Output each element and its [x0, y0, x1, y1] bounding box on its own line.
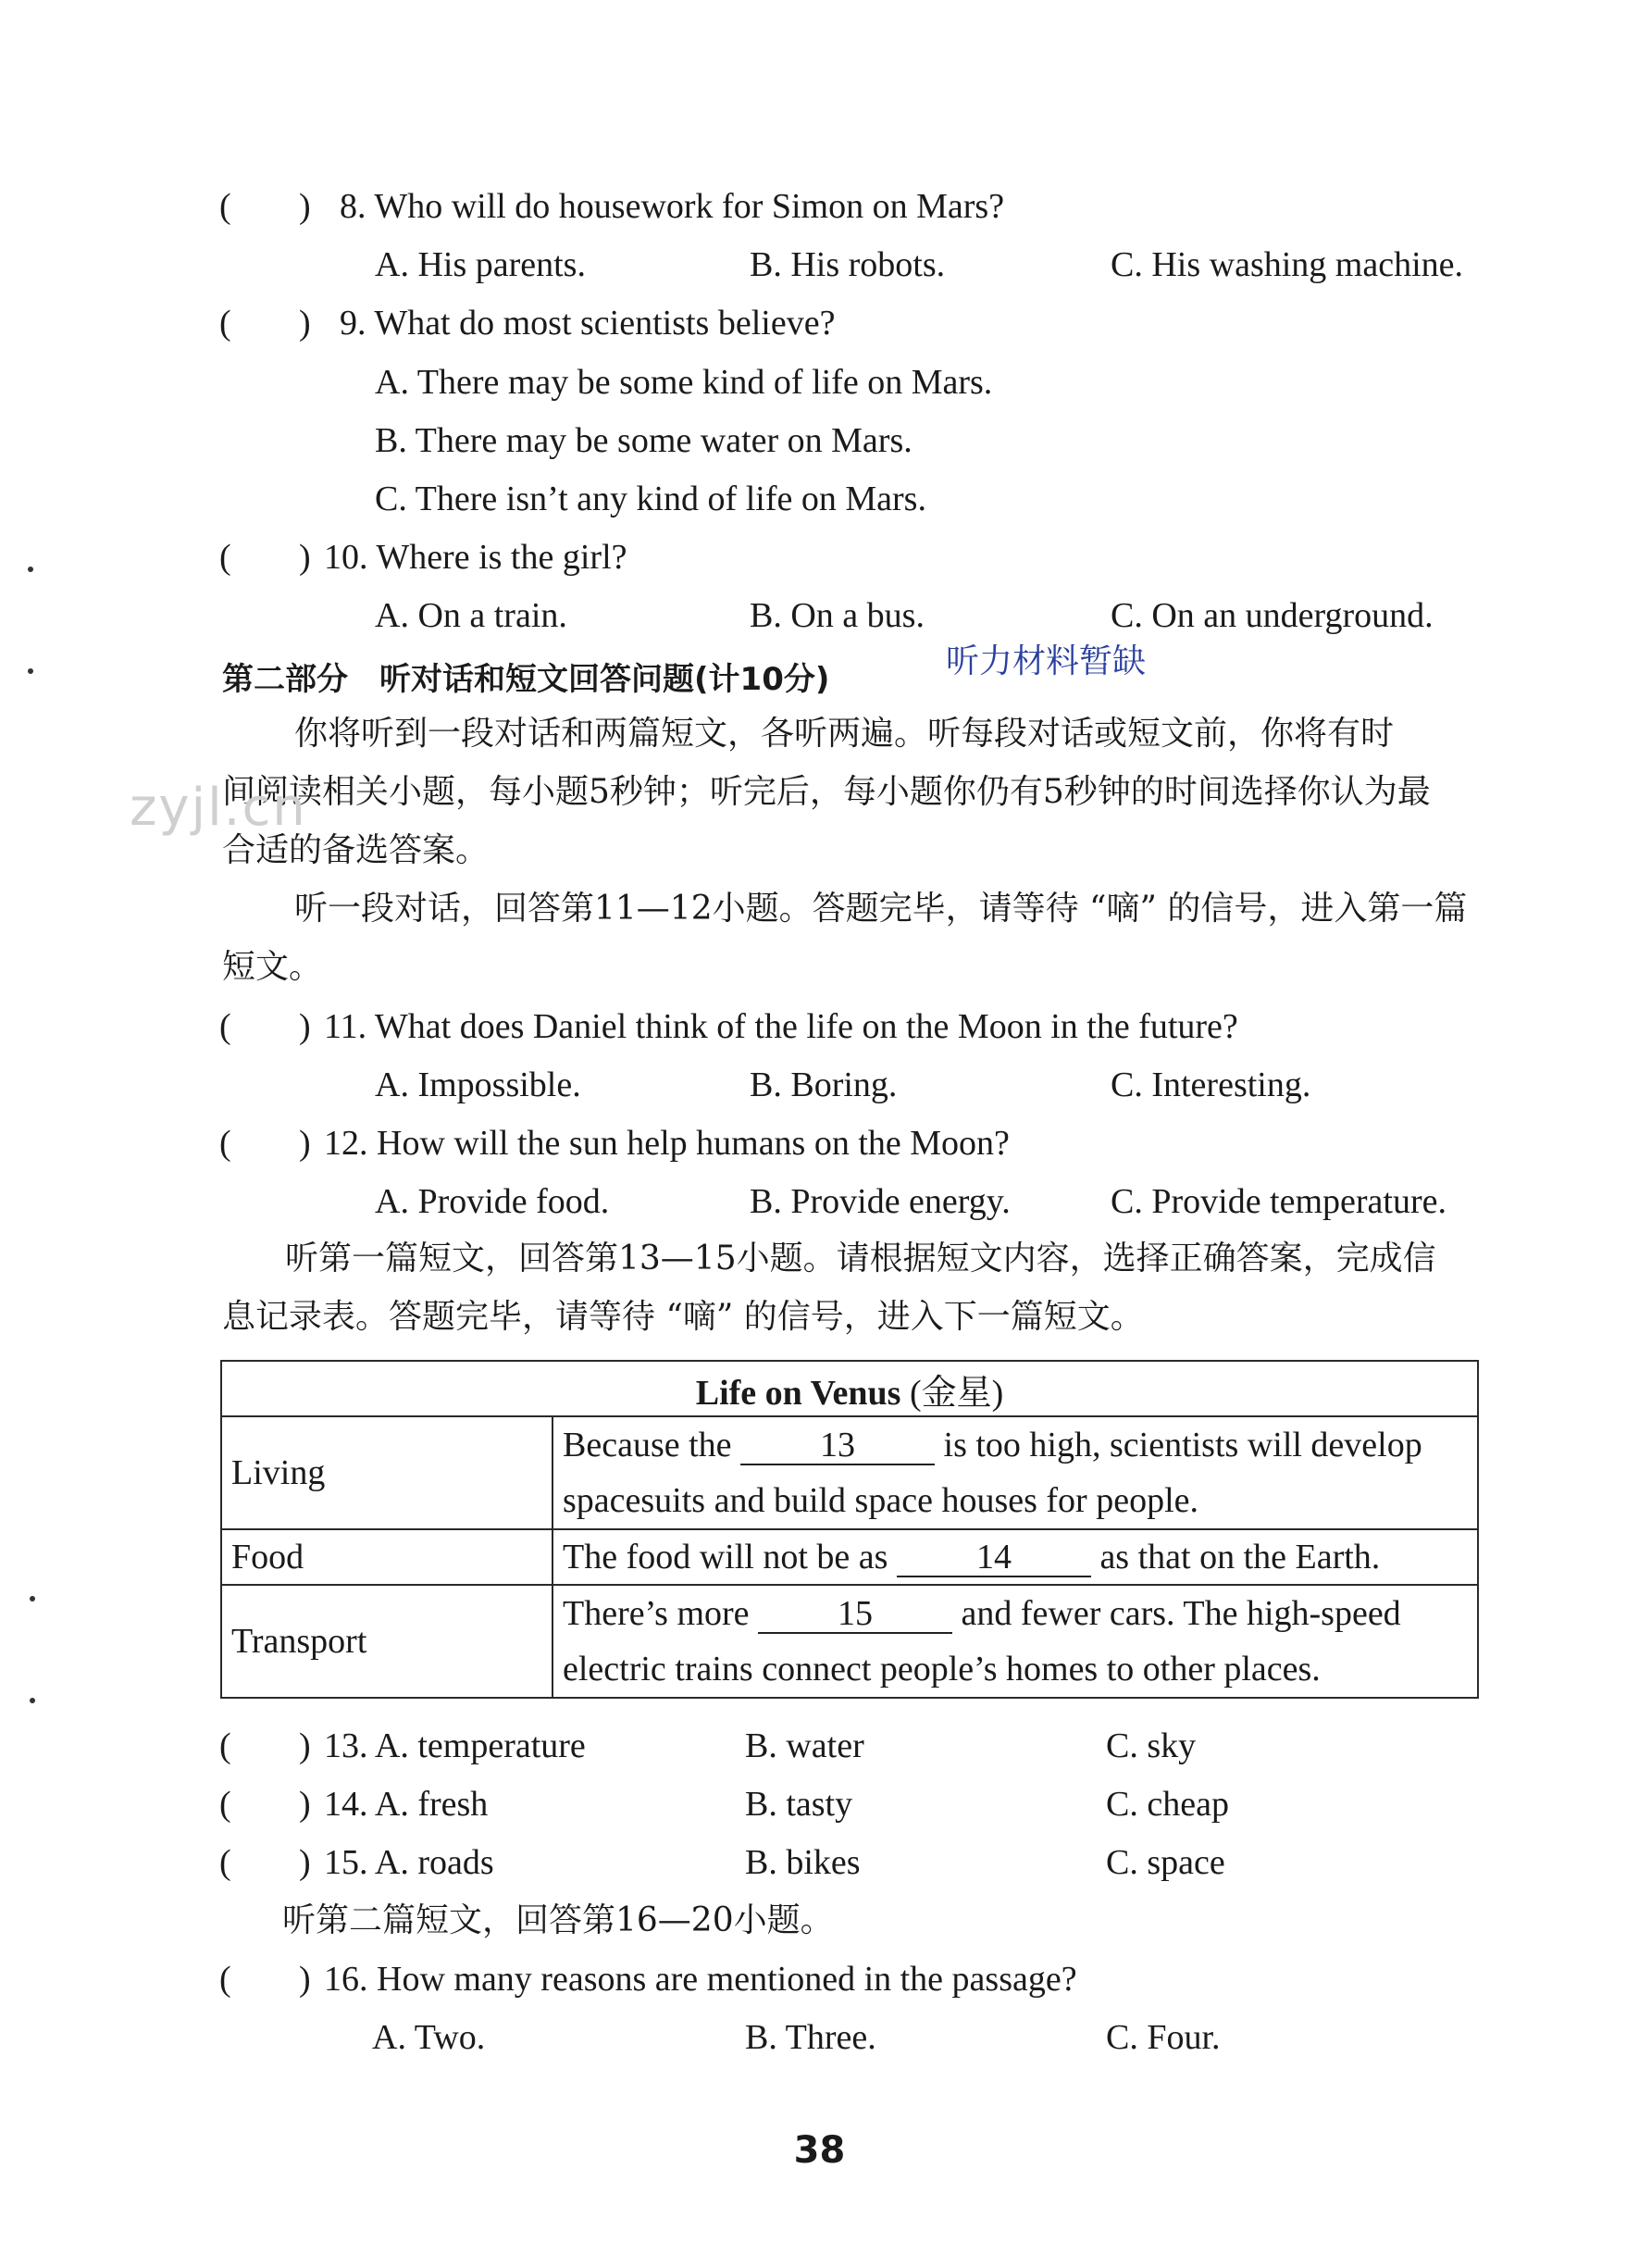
question-text: 12. How will the sun help humans on the Moon? — [324, 1124, 1010, 1163]
question-text: 9. What do most scientists believe? — [340, 304, 836, 343]
margin-dot — [30, 1698, 35, 1703]
question-text: 14. A. fresh — [324, 1785, 489, 1824]
option-a: A. Impossible. — [375, 1065, 581, 1104]
option-b: B. Three. — [745, 2018, 876, 2057]
option-b: B. Boring. — [750, 1065, 898, 1104]
question-text: 16. How many reasons are mentioned in the passage? — [324, 1960, 1077, 1999]
margin-dot — [30, 1596, 35, 1601]
table-row — [221, 1416, 1478, 1529]
table-row — [221, 1585, 1478, 1698]
option-a: A. There may be some kind of life on Mars. — [375, 363, 993, 402]
margin-dot — [28, 668, 33, 674]
intro-text: 你将听到一段对话和两篇短文，各听两遍。听每段对话或短文前，你将有时 — [294, 715, 1395, 753]
question-text: 8. Who will do housework for Simon on Mars? — [340, 187, 1005, 226]
option-b: B. His robots. — [750, 245, 946, 284]
option-c: C. Interesting. — [1111, 1065, 1311, 1104]
intro-text: 合适的备选答案。 — [222, 831, 490, 869]
option-b: B. There may be some water on Mars. — [375, 421, 913, 460]
blank-15[interactable]: 15 — [758, 1595, 952, 1634]
row-content: Because the 13 is too high, scientists will develop spacesuits and build space houses for people. — [553, 1416, 1478, 1529]
option-c: C. His washing machine. — [1111, 245, 1464, 284]
watermark: zyjl.cn — [130, 778, 307, 838]
option-c: C. sky — [1106, 1726, 1197, 1765]
question-text: 10. Where is the girl? — [324, 538, 627, 577]
passage1-instruction: 息记录表。答题完毕，请等待 “嘀” 的信号，进入下一篇短文。 — [222, 1298, 1144, 1336]
blank-14[interactable]: 14 — [897, 1539, 1091, 1577]
missing-audio-note: 听力材料暂缺 — [946, 642, 1147, 680]
option-c: C. Provide temperature. — [1111, 1182, 1447, 1221]
question-text: 13. A. temperature — [324, 1726, 586, 1765]
option-a: A. Provide food. — [375, 1182, 610, 1221]
option-c: C. Four. — [1106, 2018, 1221, 2057]
dialog-instruction: 听一段对话，回答第11—12小题。答题完毕，请等待 “嘀” 的信号，进入第一篇 — [294, 890, 1468, 928]
option-b: B. bikes — [745, 1843, 861, 1882]
option-b: B. tasty — [745, 1785, 853, 1824]
passage1-instruction: 听第一篇短文，回答第13—15小题。请根据短文内容，选择正确答案，完成信 — [285, 1240, 1436, 1277]
option-b: B. Provide energy. — [750, 1182, 1011, 1221]
section-heading: 第二部分 听对话和短文回答问题(计10分) — [222, 661, 830, 698]
option-c: C. cheap — [1106, 1785, 1229, 1824]
row-label: Food — [221, 1529, 553, 1585]
option-b: B. On a bus. — [750, 596, 925, 635]
row-label: Transport — [221, 1585, 553, 1698]
option-a: A. His parents. — [375, 245, 586, 284]
page-number: 38 — [793, 2129, 846, 2172]
question-text: 11. What does Daniel think of the life on the Moon in the future? — [324, 1007, 1238, 1046]
option-b: B. water — [745, 1726, 864, 1765]
row-content: The food will not be as 14 as that on the Earth. — [553, 1529, 1478, 1585]
blank-13[interactable]: 13 — [740, 1427, 935, 1465]
option-a: A. On a train. — [375, 596, 567, 635]
option-c: C. On an underground. — [1111, 596, 1434, 635]
dialog-instruction: 短文。 — [222, 948, 323, 986]
table-row — [221, 1529, 1478, 1585]
question-text: 15. A. roads — [324, 1843, 494, 1882]
row-content: There’s more 15 and fewer cars. The high-speed electric trains connect people’s homes to other places. — [553, 1585, 1478, 1698]
table-title: Life on Venus (金星) — [221, 1361, 1478, 1416]
passage2-instruction: 听第二篇短文，回答第16—20小题。 — [282, 1901, 834, 1939]
option-c: C. There isn’t any kind of life on Mars. — [375, 480, 926, 518]
option-a: A. Two. — [372, 2018, 486, 2057]
intro-text: 间阅读相关小题，每小题5秒钟；听完后，每小题你仍有5秒钟的时间选择你认为最 — [222, 773, 1431, 811]
margin-dot — [28, 567, 33, 572]
option-c: C. space — [1106, 1843, 1225, 1882]
row-label: Living — [221, 1416, 553, 1529]
venus-info-table — [220, 1360, 1479, 1699]
worksheet-page: ( ) 8. Who will do housework for Simon on Mars? A. His parents. B. His robots. C. His washing machine. ( ) 9. What do most scientists believe? A. There may be some kind of life on Mars. B. There may be some water on Mars. C. There isn’t any kind of life on Mars. ( ) 10. Where is the girl? A. On a train. B. On a bus. C. On an underground. 第二部分 听对话和短文回答问题(计10分) 听力材料暂缺 你将听到一段对话和两篇短文，各听两遍。听每段对话或短文前，你将有时 间阅读相关小题，每小题5秒钟；听完后，每小题你仍有5秒钟的时间选择你认为最 合适的备选答案。 zyjl.cn 听一段对话，回答第11—12小题。答题完毕，请等待 “嘀” 的信号，进入第一篇 短文。 ( ) 11. What does Daniel think of the life on the Moon in the future? A. Impossible. B. Boring. C. Interesting. ( ) 12. How will the sun help humans on the Moon? A. Provide food. B. Provide energy. C. Provide temperature. 听第一篇短文，回答第13—15小题。请根据短文内容，选择正确答案，完成信 息记录表。答题完毕，请等待 “嘀” 的信号，进入下一篇短文。 Life on Venus (金星) Living Because the 13 is too high, scientists will develop spacesuits and build space houses for people. Food The food will not be as 14 as that on the Earth. Transport There’s more 15 and fewer cars. The high-speed electric trains connect people’s homes to other places. ( ) 13. A. temperature B. water C. sky ( ) 14. A. fresh B. tasty C. cheap ( ) 15. A. roads B. bikes C. space 听第二篇短文，回答第16—20小题。 ( ) 16. How many reasons are mentioned in the passage? A. Two. B. Three. C. Four. 38 — [0, 0, 1639, 2268]
